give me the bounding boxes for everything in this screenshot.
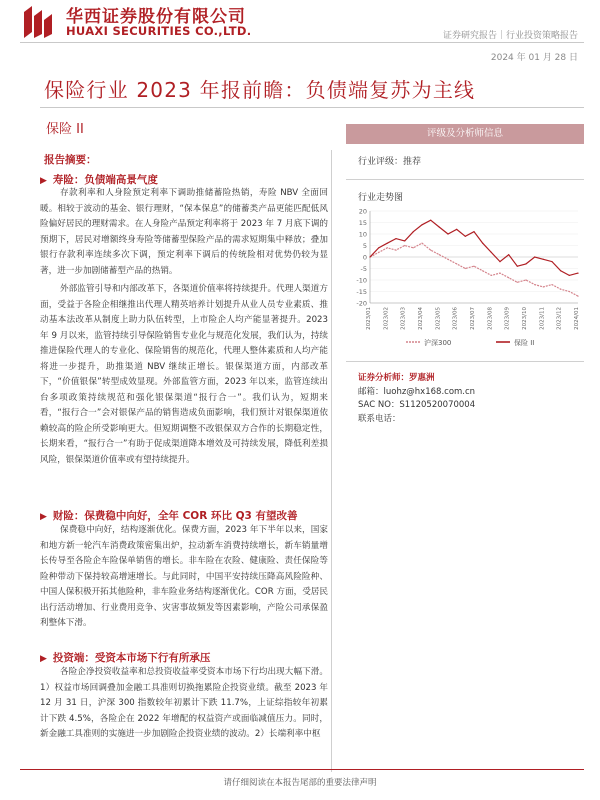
y-tick-label: -10 xyxy=(356,276,367,285)
y-tick-label: 0 xyxy=(362,253,367,262)
data-point xyxy=(499,261,500,262)
x-tick-label: 2023/09 xyxy=(504,307,511,330)
data-point xyxy=(456,263,457,264)
data-point xyxy=(543,286,544,287)
data-point xyxy=(456,229,457,230)
panel-header: 评级及分析师信息 xyxy=(346,124,584,144)
report-date: 2024 年 01 月 28 日 xyxy=(490,53,578,63)
analyst-phone: 联系电话： xyxy=(358,413,401,424)
data-point xyxy=(447,233,448,234)
data-point xyxy=(569,291,570,292)
data-point xyxy=(447,259,448,260)
huaxi-logo-icon xyxy=(20,4,56,40)
rating-divider xyxy=(346,179,584,180)
x-tick-label: 2023/12 xyxy=(556,307,563,330)
analyst-name-line xyxy=(358,372,584,386)
abstract-label: 报告摘要： xyxy=(44,154,97,166)
arrow-right-icon: ▶ xyxy=(40,654,47,664)
data-point xyxy=(439,254,440,255)
y-tick-label: 5 xyxy=(362,242,367,250)
data-point xyxy=(473,231,474,232)
x-tick-label: 2023/02 xyxy=(383,307,390,330)
data-point xyxy=(482,270,483,271)
data-point xyxy=(577,273,578,274)
legend-label: 保险 II xyxy=(514,339,535,347)
industry-trend-chart xyxy=(346,205,584,355)
data-point xyxy=(395,238,396,239)
x-tick-label: 2023/04 xyxy=(418,307,424,330)
x-tick-label: 2023/01 xyxy=(366,307,372,330)
x-tick-label: 2023/10 xyxy=(522,307,528,330)
arrow-right-icon: ▶ xyxy=(40,176,47,186)
chart-divider xyxy=(346,361,584,362)
data-point xyxy=(491,252,492,253)
data-point xyxy=(543,259,544,260)
data-point xyxy=(534,256,535,257)
rating-label: 行业评级： xyxy=(358,157,404,167)
data-point xyxy=(369,256,370,257)
section-heading-investment: ▶ 投资端：受资本市场下行有所承压 xyxy=(40,652,211,664)
section-heading-life: ▶ 寿险：负债端高景气度 xyxy=(40,174,158,186)
data-point xyxy=(560,289,561,290)
y-tick-label: -15 xyxy=(356,288,367,296)
data-point xyxy=(413,247,414,248)
data-point xyxy=(421,224,422,225)
data-point xyxy=(534,284,535,285)
x-tick-label: 2023/06 xyxy=(452,307,459,330)
data-point xyxy=(465,268,466,269)
trend-chart-title: 行业走势图 xyxy=(358,193,404,203)
company-name-en: HUAXI SECURITIES CO.,LTD. xyxy=(66,24,252,38)
data-point xyxy=(499,273,500,274)
analyst-name: 罗惠洲 xyxy=(409,373,435,383)
x-tick-label: 2023/05 xyxy=(435,307,442,330)
title-divider xyxy=(40,107,584,108)
rating-analyst-panel xyxy=(346,124,584,426)
footer-divider xyxy=(20,769,584,770)
data-point xyxy=(525,279,526,280)
data-point xyxy=(517,282,518,283)
data-point xyxy=(387,243,388,244)
y-tick-label: -5 xyxy=(360,265,367,273)
data-point xyxy=(525,263,526,264)
data-point xyxy=(395,250,396,251)
analyst-info xyxy=(346,372,584,426)
company-name-cn: 华西证券股份有限公司 xyxy=(66,7,246,27)
legend-label: 沪深300 xyxy=(424,339,452,347)
arrow-right-icon: ▶ xyxy=(40,512,47,522)
data-point xyxy=(465,236,466,237)
data-point xyxy=(551,284,552,285)
data-point xyxy=(569,275,570,276)
industry-rating-row xyxy=(346,154,584,167)
data-point xyxy=(560,270,561,271)
paragraph-life-2: 外部监管引导和内部改革下，各渠道价值率将持续提升。代理人渠道方面，受益于各险企相继推出代理人精英培养计划提升从业人员专业素质、推动基本法改革从制度上助力队伍转型，上市险企人均产能显著提升。2023 年 9 月以来，监管持续引导保险销售专业化与规范化发展，我们认为，持续推进保险代理人的专业化、保险销售的规范化，代理人整体素质和人均产能将进一步提升，助推渠道 NBV 继续正增长。银保渠道方面，内部改革下，“价值银保”转型成效显现。外部监管方面，2023 年以来，监管连续出台多项政策持续规范和强化银保渠道“报行合一”。我们认为，短期来看，“报行合一”会对银保产品的销售造成负面影响，我们预计对银保渠道依赖较高的险企所受影响更大。但短期调整不改银保双方合作的长期稳定性，长期来看，“报行合一”有助于促成渠道降本增效及可持续发展，降低利差损风险，银保渠道价值率或有望持续提升。 xyxy=(40,284,328,465)
data-point xyxy=(421,243,422,244)
y-tick-label: 10 xyxy=(358,230,367,239)
footer-notice: 请仔细阅读在本报告尾部的重要法律声明 xyxy=(223,778,377,788)
data-point xyxy=(491,275,492,276)
page-header xyxy=(0,0,600,63)
header-divider xyxy=(20,42,584,43)
industry-name: 保险 II xyxy=(46,122,84,137)
data-point xyxy=(378,252,379,253)
y-tick-label: -20 xyxy=(356,299,367,308)
x-tick-label: 2023/11 xyxy=(539,307,546,330)
analyst-email[interactable]: 邮箱：luohz@hx168.com.cn xyxy=(358,386,476,397)
series-line-hs300 xyxy=(370,243,578,296)
data-point xyxy=(439,227,440,228)
data-point xyxy=(508,254,509,255)
report-title: 保险行业 2023 年报前瞻：负债端复苏为主线 xyxy=(44,78,476,102)
report-abstract xyxy=(40,150,332,772)
analyst-label: 证券分析师： xyxy=(358,373,410,383)
data-point xyxy=(517,266,518,267)
data-point xyxy=(378,247,379,248)
report-type-label: 证券研究报告｜行业投资策略报告 xyxy=(442,31,578,41)
data-point xyxy=(482,243,483,244)
paragraph-pc-1: 保费稳中向好，结构逐渐优化。保费方面，2023 年下半年以来，国家和地方新一轮汽车消费政策密集出炉，拉动新车消费持续增长，新车销量增长传导至各险企车险保单销售的增长。非车险在农险、健康险、责任保险等险种带动下保持较高增速增长。与此同时，中国平安持续压降高风险险种、中国人保积极开拓其他险种，非车险业务结构逐渐优化。COR 方面，受居民出行活动增加、行业费用竞争、灾害事故频发等因素影响，产险公司承保盈利整体下滑。 xyxy=(40,525,328,628)
x-tick-label: 2024/01 xyxy=(574,307,580,330)
paragraph-investment-1: 各险企净投资收益率和总投资收益率受资本市场下行均出现大幅下滑。1）权益市场回调叠加金融工具准则切换拖累险企投资业绩。截至 2023 年 12 月 31 日，沪深 300 指数较年初累计下跌 11.7%，上证综指较年初累计下跌 4.5%，各险企在 2022 年增配的权益资产或面临减值压力。同时，新金融工具准则的实施进一步加剧险企投资业绩的波动。2）长端利率中枢 xyxy=(40,667,328,739)
section-heading-pc: ▶ 财险：保费稳中向好，全年 COR 环比 Q3 有望改善 xyxy=(40,510,298,522)
y-tick-label: 15 xyxy=(358,219,367,227)
data-point xyxy=(508,277,509,278)
data-point xyxy=(430,250,431,251)
data-point xyxy=(413,231,414,232)
x-tick-label: 2023/07 xyxy=(470,307,476,330)
data-point xyxy=(473,266,474,267)
data-point xyxy=(551,261,552,262)
data-point xyxy=(404,245,405,246)
data-point xyxy=(430,220,431,221)
rating-value: 推荐 xyxy=(403,157,422,167)
x-tick-label: 2023/08 xyxy=(487,307,494,330)
y-tick-label: 20 xyxy=(358,207,367,216)
x-tick-label: 2023/03 xyxy=(400,307,407,330)
analyst-sac: SAC NO：S1120520070004 xyxy=(358,400,476,410)
data-point xyxy=(404,240,405,241)
data-point xyxy=(387,247,388,248)
data-point xyxy=(577,296,578,297)
paragraph-life-1: 存款利率和人身险预定利率下调助推储蓄险热销，寿险 NBV 全面回暖。相较于波动的基金、银行理财，“保本保息”的储蓄类产品更能匹配低风险偏好居民的理财需求。在人身险产品预定利率将于 2023 年 7 月底下调的预期下，居民对增额终身寿险等储蓄型保险产品的需求短期集中释放；叠加银行存款利率连续多次下调，预定利率下调后的传统险相对优势仍较为显著，进一步加剧储蓄型产品的热销。 xyxy=(40,188,328,276)
